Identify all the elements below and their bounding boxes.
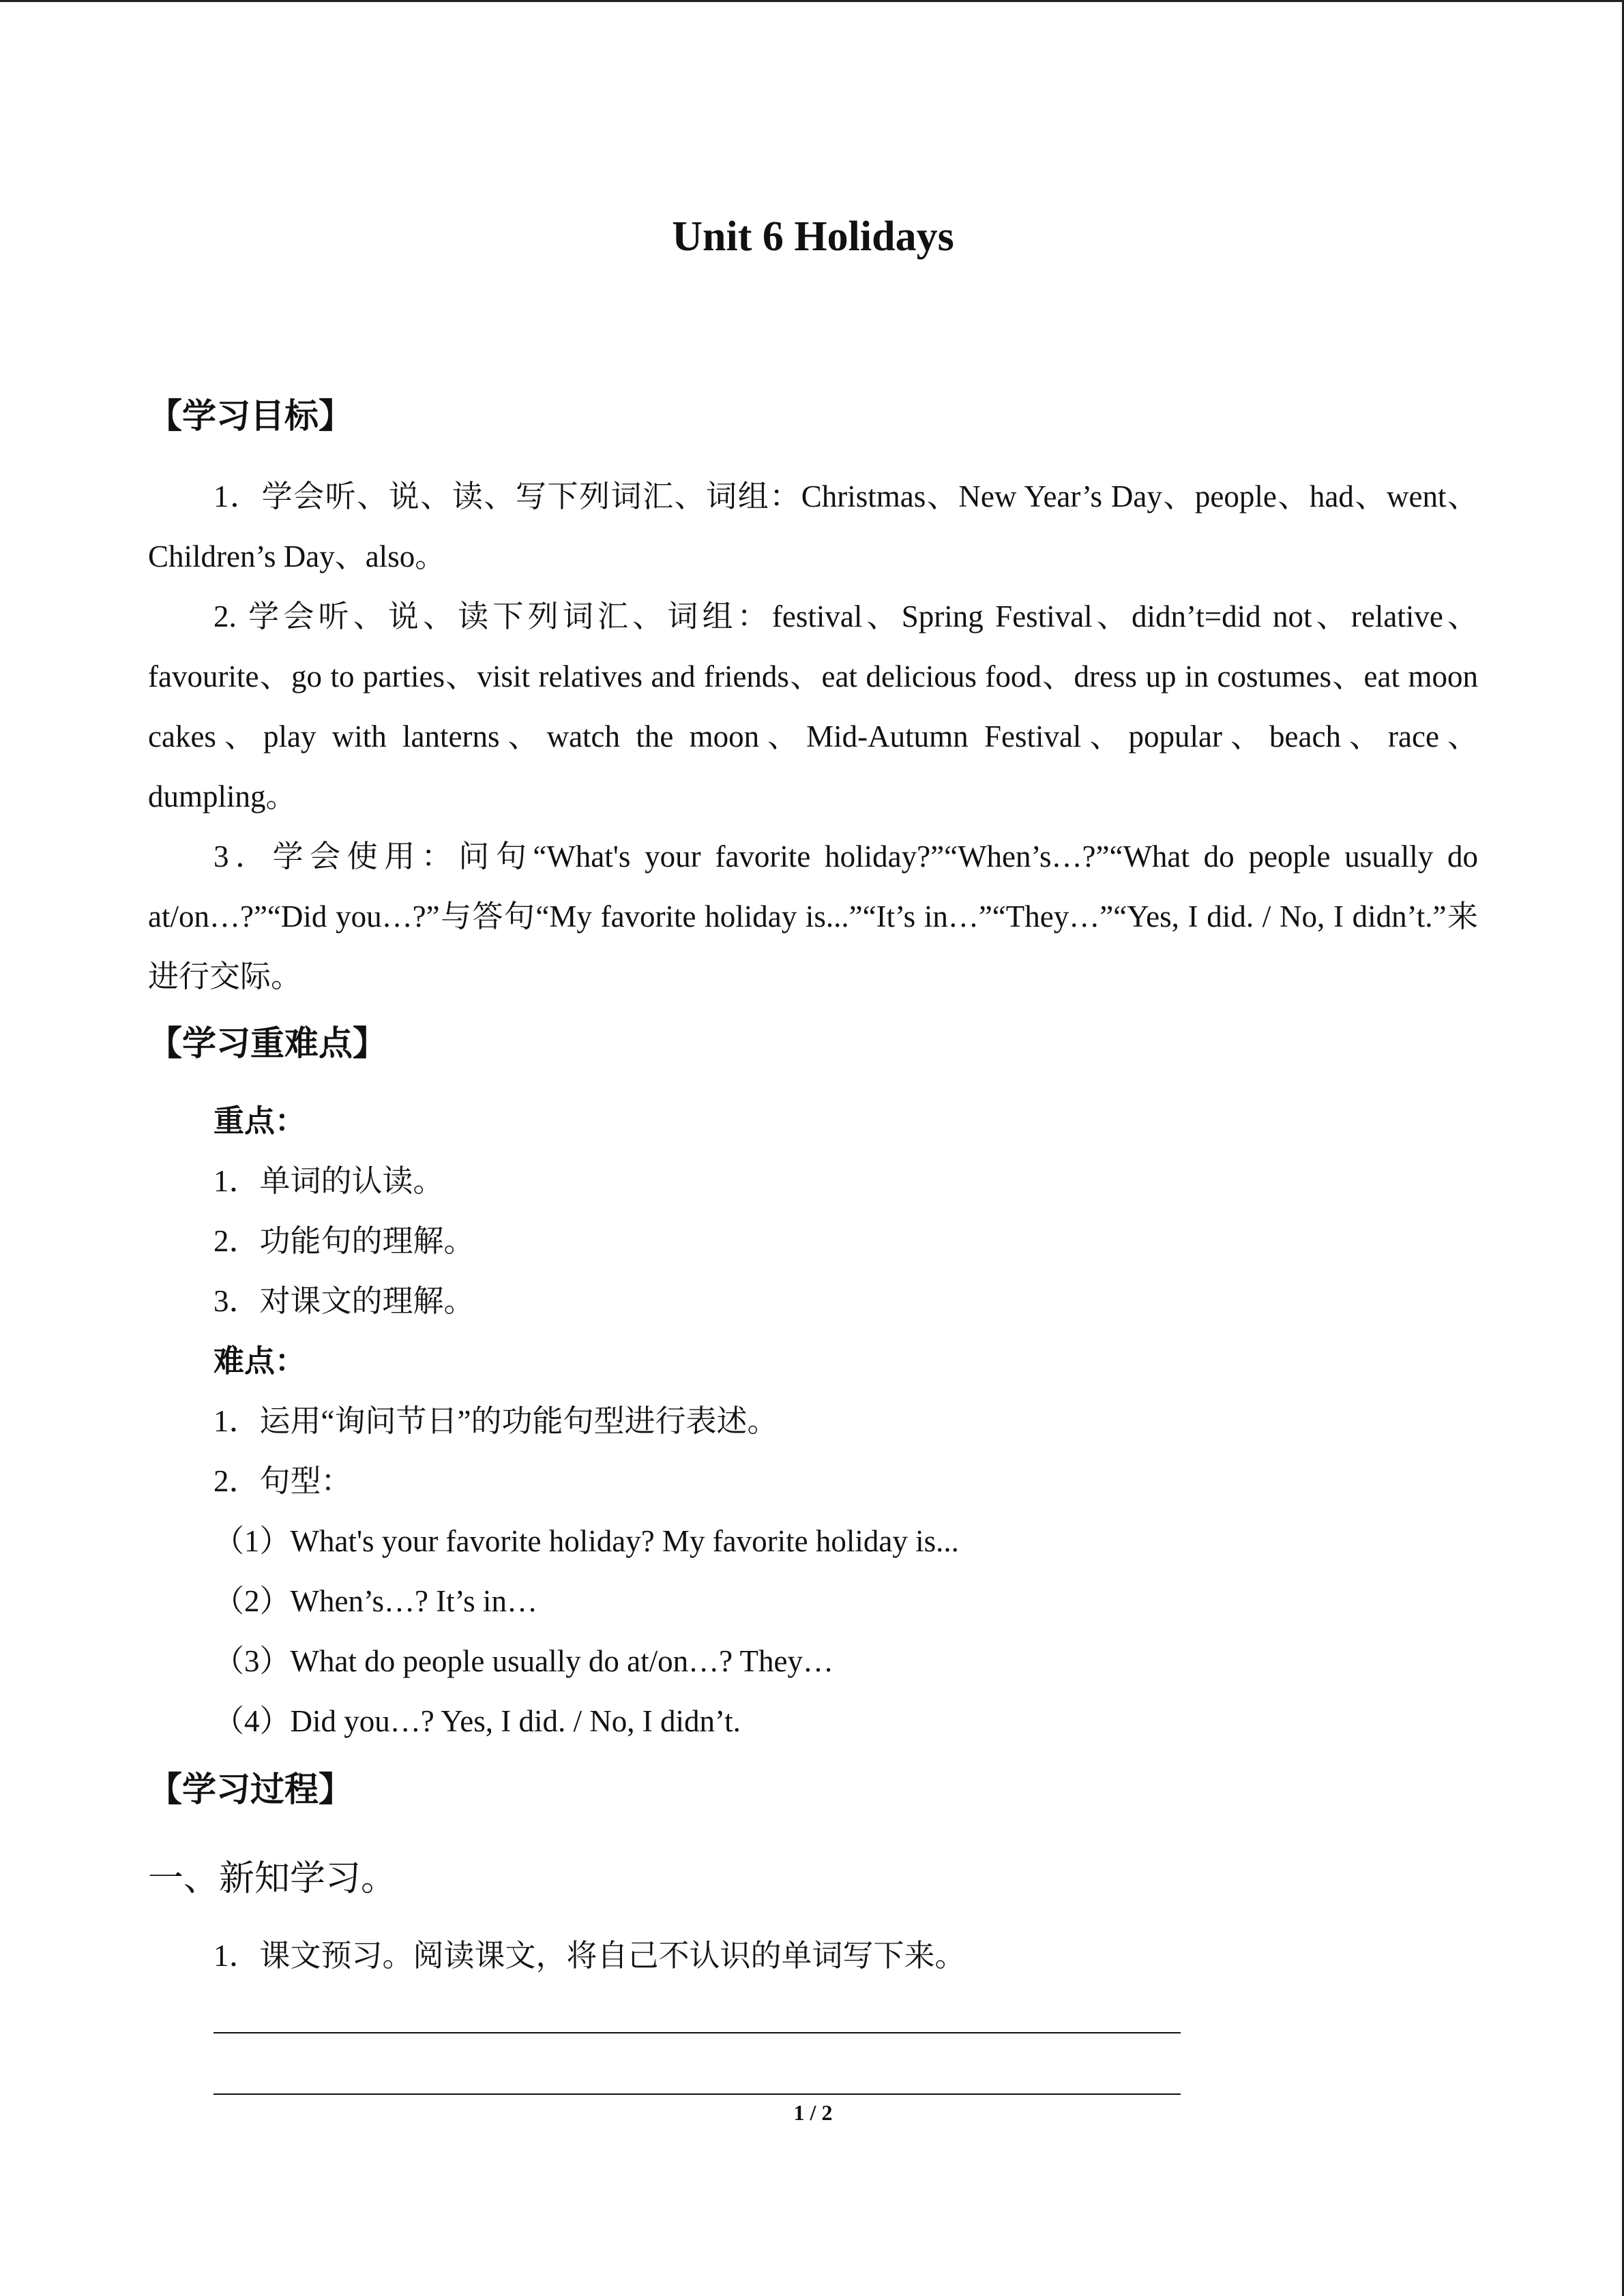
key-item-2: 2．功能句的理解。 [213, 1224, 475, 1258]
key-label: 重点： [213, 1104, 306, 1138]
objective-1: 1．学会听、说、读、写下列词汇、词组：Christmas、New Year’s Day、people、had、went、Children’s Day、also。 [148, 479, 1478, 573]
section-process: 【学习过程】 [148, 1770, 353, 1809]
section-objectives: 【学习目标】 [148, 396, 353, 436]
objective-2: 2. 学会听、说、读下列词汇、词组：festival、Spring Festival、didn’t=did not、relative、favourite、go to parties、visit relatives and friends、eat delicious food、dress up in costumes、eat moon cakes、play with lanterns、watch the moon、Mid-Autumn Festival、popular、beach、race、dumpling。 [148, 599, 1478, 814]
pattern-2: （2）When’s…? It’s in… [213, 1584, 537, 1618]
pattern-3: （3）What do people usually do at/on…? They… [213, 1644, 833, 1678]
key-item-3: 3．对课文的理解。 [213, 1284, 475, 1318]
page-number: 1 / 2 [793, 2100, 833, 2125]
difficult-label: 难点： [213, 1344, 306, 1378]
process-part-1: 一、新知学习。 [148, 1860, 397, 1898]
difficult-item-2: 2．句型： [213, 1464, 352, 1498]
answer-line-2[interactable] [213, 2093, 1181, 2095]
pattern-4: （4）Did you…? Yes, I did. / No, I didn’t. [213, 1704, 741, 1738]
key-item-1: 1．单词的认读。 [213, 1164, 444, 1198]
section-key-points: 【学习重难点】 [148, 1024, 387, 1063]
objective-3: 3．学会使用：问句“What's your favorite holiday?”“When’s…?”“What do people usually do at/on…?”“Did you…?”与答句“My favorite holiday is...”“It’s in…”“They…”“Yes, I did. / No, I didn’t.”来进行交际。 [148, 839, 1478, 994]
pattern-1: （1）What's your favorite holiday? My favorite holiday is... [213, 1524, 959, 1558]
answer-line-1[interactable] [213, 2032, 1181, 2033]
difficult-item-1: 1．运用“询问节日”的功能句型进行表述。 [213, 1404, 778, 1438]
top-border [0, 0, 1624, 2]
process-task-1: 1．课文预习。阅读课文，将自己不认识的单词写下来。 [213, 1939, 966, 1973]
document-title: Unit 6 Holidays [672, 213, 954, 260]
